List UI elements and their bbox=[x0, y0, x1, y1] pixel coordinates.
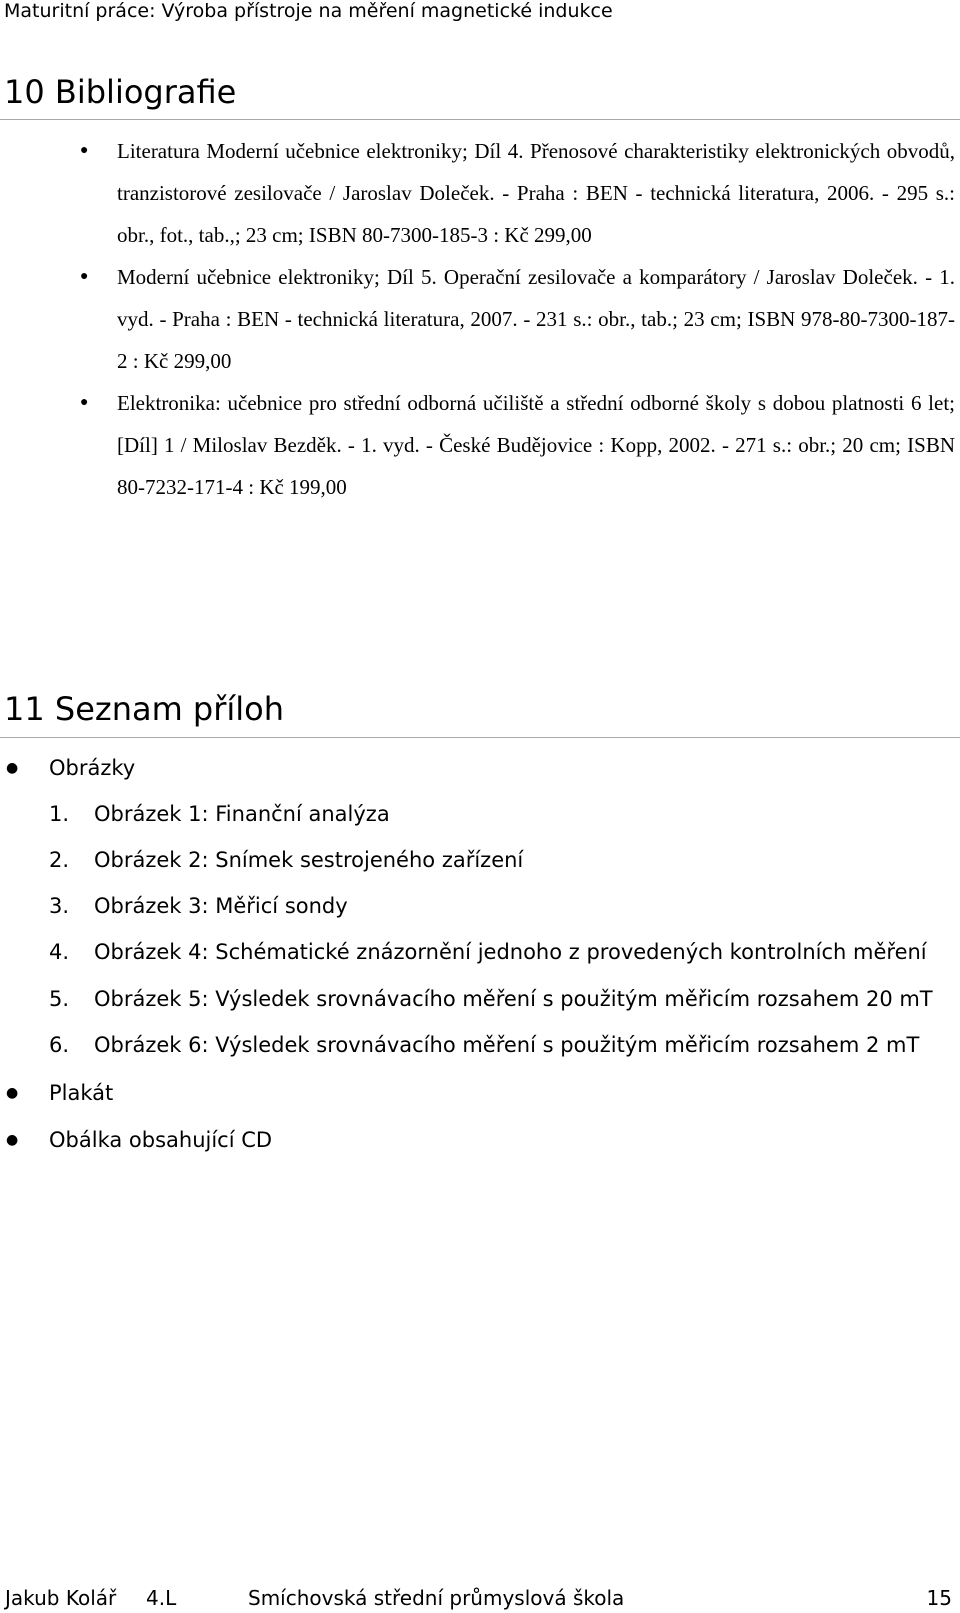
figure-number: 2. bbox=[49, 848, 70, 872]
bibliography-item bbox=[0, 382, 955, 508]
bullet-icon: ● bbox=[80, 269, 89, 284]
bibliography-list bbox=[0, 130, 960, 508]
bullet-icon: ● bbox=[80, 395, 89, 410]
running-header: Maturitní práce: Výroba přístroje na měření magnetické indukce bbox=[4, 0, 613, 22]
bullet-icon: ● bbox=[6, 1085, 19, 1101]
heading-rule-attachments bbox=[0, 737, 960, 738]
bullet-icon: ● bbox=[6, 760, 19, 776]
page-footer bbox=[0, 1586, 960, 1610]
figure-number: 3. bbox=[49, 894, 70, 918]
bibliography-item-text: Moderní učebnice elektroniky; Díl 5. Operační zesilovače a komparátory / Jaroslav Doleček. - 1. vyd. - Praha : BEN - technická literatura, 2007. - 231 s.: obr., tab.; 23 cm; ISBN 978-80-7300-187-2 : Kč 299,00 bbox=[117, 265, 955, 373]
figure-caption: Obrázek 1: Finanční analýza bbox=[94, 802, 390, 826]
group-label-figures: Obrázky bbox=[49, 756, 136, 780]
figure-caption: Obrázek 6: Výsledek srovnávacího měření s použitým měřicím rozsahem 2 mT bbox=[94, 1033, 920, 1057]
footer-author: Jakub Kolář bbox=[5, 1586, 117, 1610]
attachment-label: Obálka obsahující CD bbox=[49, 1128, 273, 1152]
footer-school: Smíchovská střední průmyslová škola bbox=[248, 1586, 625, 1610]
heading-rule-bibliography bbox=[0, 119, 960, 120]
bibliography-item bbox=[0, 130, 955, 256]
figure-number: 6. bbox=[49, 1033, 70, 1057]
figure-caption: Obrázek 4: Schématické znázornění jednoho z provedených kontrolních měření bbox=[94, 940, 927, 964]
page-number: 15 bbox=[926, 1586, 952, 1610]
figure-number: 5. bbox=[49, 987, 70, 1011]
bibliography-item-text: Literatura Moderní učebnice elektroniky; Díl 4. Přenosové charakteristiky elektronických obvodů, tranzistorové zesilovače / Jaroslav Doleček. - Praha : BEN - technická literatura, 2006. - 295 s.: obr., fot., tab.,; 23 cm; ISBN 80-7300-185-3 : Kč 299,00 bbox=[117, 139, 955, 247]
figure-caption: Obrázek 2: Snímek sestrojeného zařízení bbox=[94, 848, 524, 872]
bullet-icon: ● bbox=[80, 143, 89, 158]
bibliography-item-text: Elektronika: učebnice pro střední odborná učiliště a střední odborné školy s dobou platnosti 6 let; [Díl] 1 / Miloslav Bezděk. - 1. vyd. - České Budějovice : Kopp, 2002. - 271 s.: obr.; 20 cm; ISBN 80-7232-171-4 : Kč 199,00 bbox=[117, 391, 955, 499]
figure-number: 4. bbox=[49, 940, 70, 964]
attachment-label: Plakát bbox=[49, 1081, 114, 1105]
heading-bibliography: 10 Bibliografie bbox=[4, 73, 237, 111]
footer-class: 4.L bbox=[146, 1586, 177, 1610]
figure-caption: Obrázek 5: Výsledek srovnávacího měření s použitým měřicím rozsahem 20 mT bbox=[94, 987, 933, 1011]
figure-number: 1. bbox=[49, 802, 70, 826]
bullet-icon: ● bbox=[6, 1132, 19, 1148]
heading-attachments: 11 Seznam příloh bbox=[4, 690, 285, 728]
figure-caption: Obrázek 3: Měřicí sondy bbox=[94, 894, 348, 918]
bibliography-item bbox=[0, 256, 955, 382]
